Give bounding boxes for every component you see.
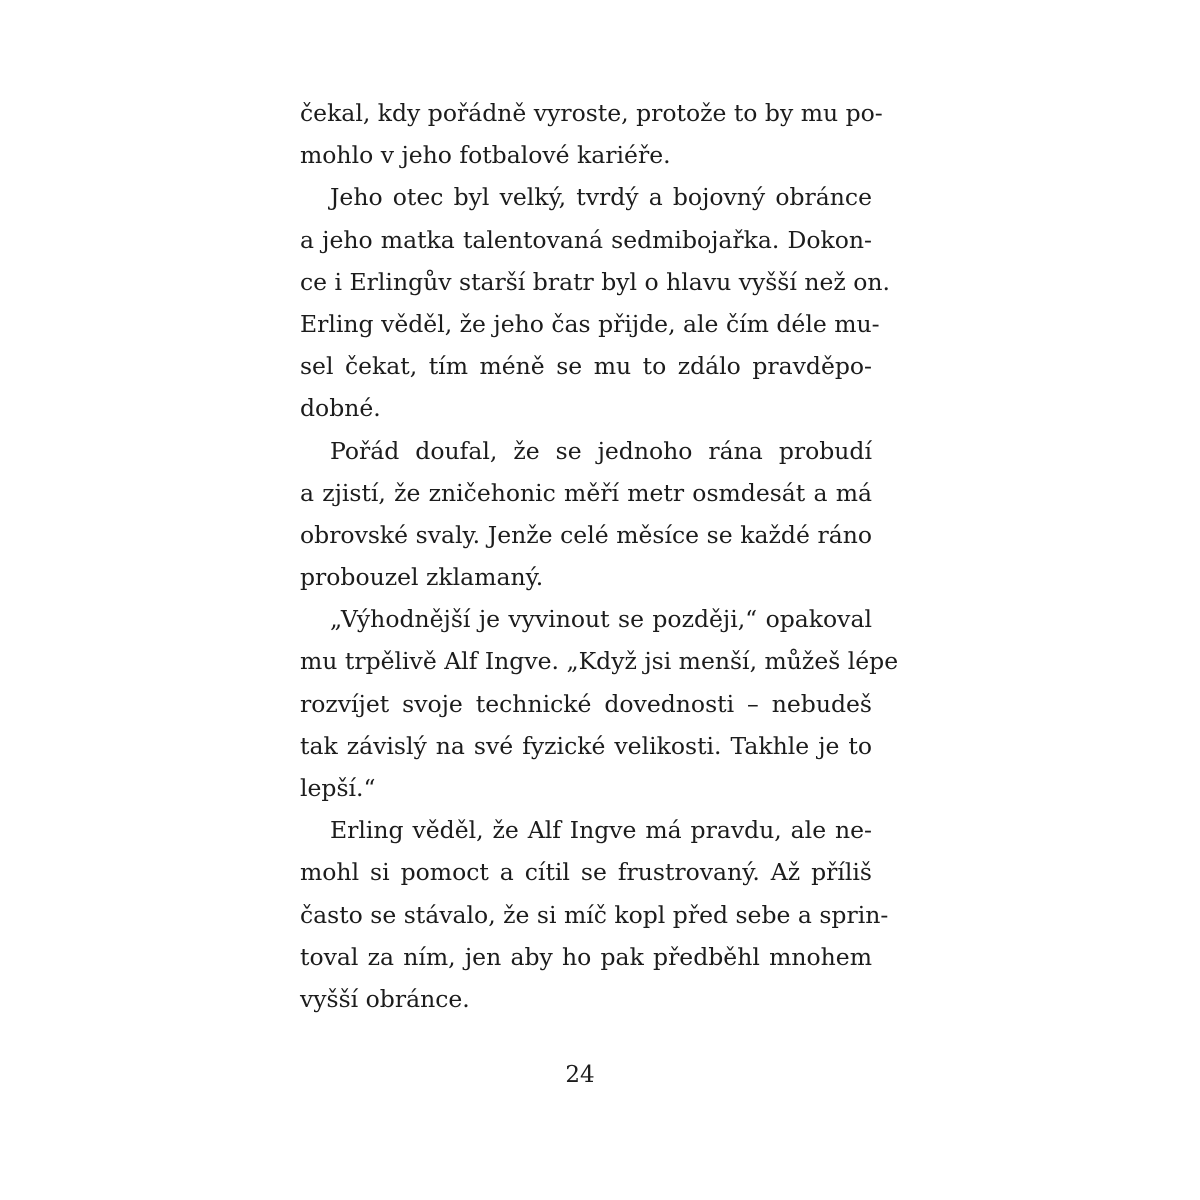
text-line: Jeho otec byl velký, tvrdý a bojovný obránce [330,183,872,212]
text-line: vyšší obránce. [300,984,470,1013]
text-line: toval za ním, jen aby ho pak předběhl mnohem [300,942,872,971]
text-line: „Výhodnější je vyvinout se později,“ opakoval [330,605,872,634]
text-line: často se stávalo, že si míč kopl před sebe a sprin- [300,900,889,929]
text-line: probouzel zklamaný. [300,563,544,592]
text-line: Erling věděl, že jeho čas přijde, ale čím déle mu- [300,309,880,338]
text-line: Erling věděl, že Alf Ingve má pravdu, ale ne- [330,816,872,845]
book-page-text [300,92,899,1020]
text-line: lepší.“ [300,774,376,802]
page-number: 24 [565,1062,595,1088]
text-line: mohlo v jeho fotbalové kariéře. [300,141,671,170]
text-line: rozvíjet svoje technické dovednosti – nebudeš [300,689,872,718]
text-line: mu trpělivě Alf Ingve. „Když jsi menší, můžeš lépe [300,647,899,676]
text-line: ce i Erlingův starší bratr byl o hlavu vyšší než on. [300,267,891,296]
text-line: mohl si pomoct a cítil se frustrovaný. Až příliš [300,858,872,887]
text-line: sel čekat, tím méně se mu to zdálo pravděpo- [300,352,872,381]
text-line: a jeho matka talentovaná sedmibojařka. Dokon- [300,225,872,254]
text-line: Pořád doufal, že se jednoho rána probudí [330,436,872,465]
text-line: a zjistí, že zničehonic měří metr osmdesát a má [300,478,872,507]
text-line: čekal, kdy pořádně vyroste, protože to by mu po- [300,99,883,127]
text-line: tak závislý na své fyzické velikosti. Takhle je to [300,731,872,760]
text-line: obrovské svaly. Jenže celé měsíce se každé ráno [300,520,872,549]
text-line: dobné. [300,394,381,423]
